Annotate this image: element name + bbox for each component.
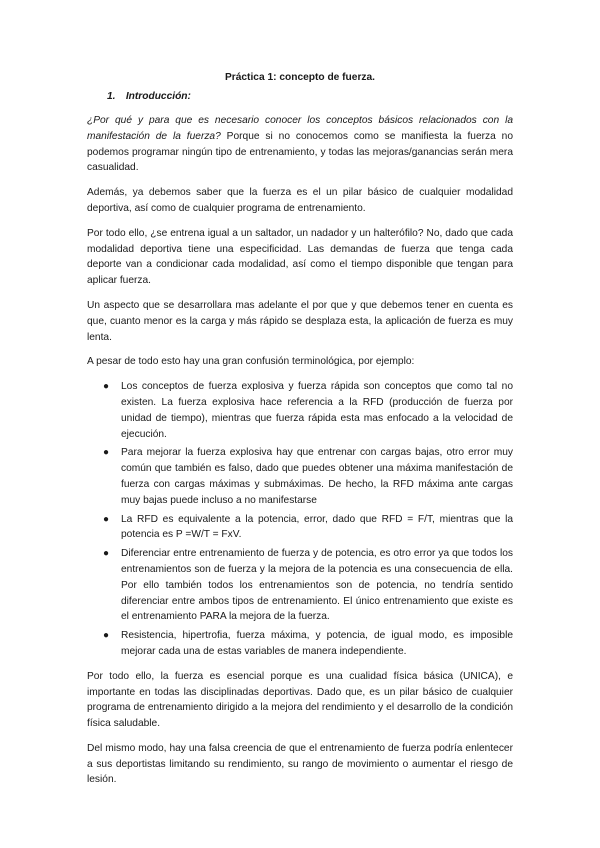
list-item-text: Los conceptos de fuerza explosiva y fuerza rápida son conceptos que como tal no existen. La fuerza explosiva hace referencia a la RFD (producción de fuerza por unidad de tiempo), mientras que fuerza rápida esta mas enfocado a la velocidad de ejecución. [121,381,513,440]
intro-paragraph [87,113,513,176]
section-number: 1. [107,91,116,102]
intro-question: ¿Por qué y para que es necesario conocer los conceptos básicos relacionados con la manifestación de la fuerza? [87,115,513,142]
paragraph: Por todo ello, ¿se entrena igual a un saltador, un nadador y un halterófilo? No, dado que cada modalidad deportiva tiene una especificidad. Las demandas de fuerza que tenga cada deporte van a condicionar cada modalidad, así como el tiempo disponible que tengan para aplicar fuerza. [87,227,513,287]
bullet-icon: ● [103,447,110,459]
list-item-text: Para mejorar la fuerza explosiva hay que entrenar con cargas bajas, otro error muy común que también es falso, dado que puedes obtener una máxima manifestación de fuerza con cargas máximas y submáximas. De hecho, la RFD máxima ante cargas muy bajas puede incluso a no manifestarse [121,447,513,506]
list-item [103,512,513,544]
paragraph: Por todo ello, la fuerza es esencial porque es una cualidad física básica (UNICA), e importante en todas las disciplinadas deportivas. Dado que, es un pilar básico de cualquier programa de entrenamiento dirigido a la mejora del rendimiento y el desarrollo de la condición física saludable. [87,670,513,730]
list-item-text: Diferenciar entre entrenamiento de fuerza y de potencia, es otro error ya que todos los entrenamientos son de fuerza y la mejora de la potencia es una consecuencia de ella. Por ello también todos los entrenamientos son de potencia, no tendría sentido diferenciar entre ambos tipos de entrenamiento. El único entrenamiento que existe es el entrenamiento PARA la mejora de la fuerza. [121,548,513,623]
intro-answer: Porque si no conocemos como se manifiesta la fuerza no podemos programar ningún tipo de entrenamiento, y todas las mejoras/ganancias serán mera casualidad. [87,130,513,174]
list-item [103,546,513,625]
bullet-icon: ● [103,381,110,393]
section-label: Introducción: [125,91,191,102]
paragraph: Un aspecto que se desarrollara mas adelante el por que y que debemos tener en cuenta es que, cuanto menor es la carga y más rápido se desplaza esta, la aplicación de fuerza es muy lenta. [87,299,513,343]
bullet-icon: ● [103,548,110,560]
bullet-icon: ● [103,513,110,525]
bullet-list [87,379,513,660]
paragraph: Además, ya debemos saber que la fuerza es el un pilar básico de cualquier modalidad deportiva, así como de cualquier programa de entrenamiento. [87,187,513,214]
list-item [103,379,513,442]
list-item-text: La RFD es equivalente a la potencia, error, dado que RFD = F/T, mientras que la potencia es P =W/T = FxV. [121,513,513,541]
page-title: Práctica 1: concepto de fuerza. [224,72,376,83]
list-item [103,445,513,508]
paragraph: Del mismo modo, hay una falsa creencia de que el entrenamiento de fuerza podría enlentecer a sus deportistas limitando su rendimiento, su rango de movimiento o aumentar el riesgo de lesión. [87,742,513,786]
list-item [103,628,513,660]
bullet-icon: ● [103,630,110,642]
list-item-text: Resistencia, hipertrofia, fuerza máxima, y potencia, de igual modo, es imposible mejorar cada una de estas variables de manera independiente. [121,630,513,657]
section-heading [107,91,513,102]
paragraph: A pesar de todo esto hay una gran confusión terminológica, por ejemplo: [87,356,415,368]
